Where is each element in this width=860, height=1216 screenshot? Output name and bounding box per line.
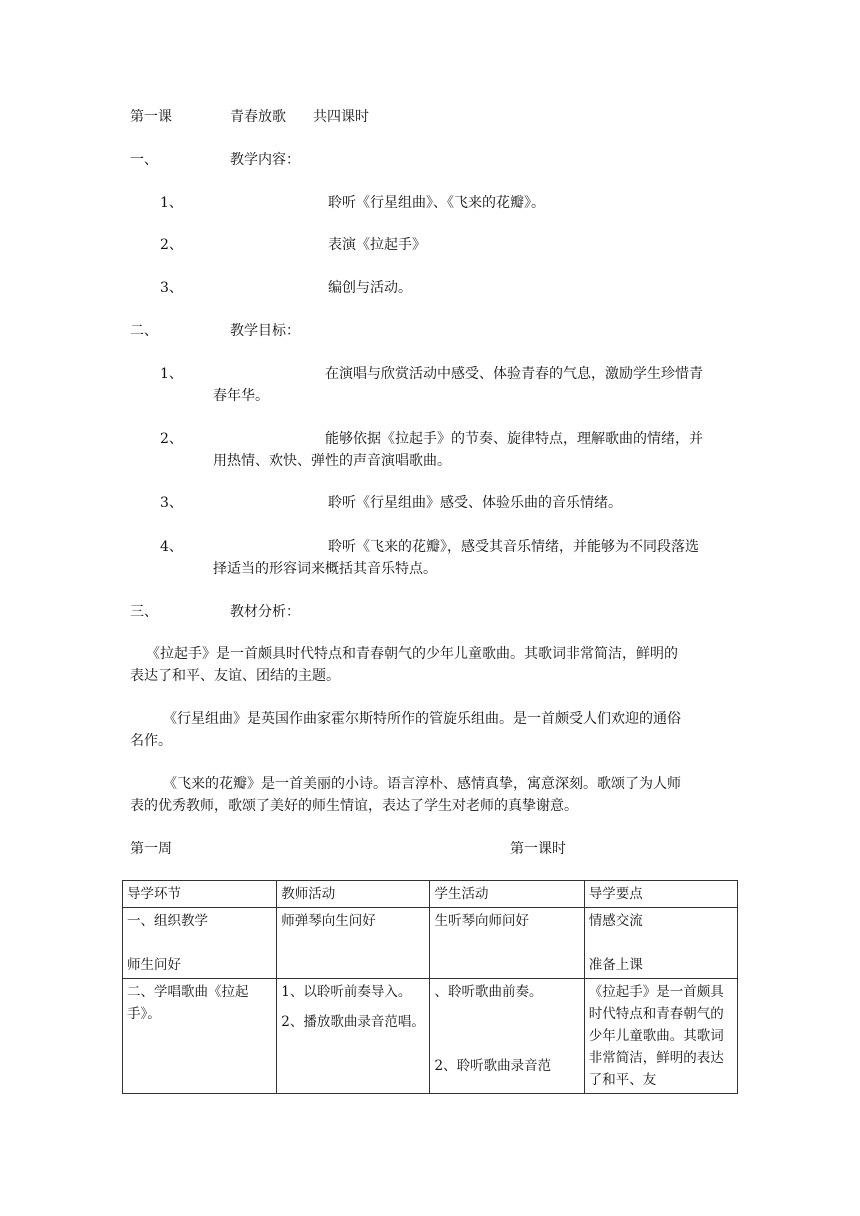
table-cell: 二、学唱歌曲《拉起手》。: [123, 979, 277, 1094]
section1-item-number: 2、: [160, 237, 183, 253]
section1-item-text: 编创与活动。: [328, 280, 412, 296]
cell-text: 情感交流: [588, 913, 643, 929]
section2-item-number: 4、: [160, 539, 183, 555]
lesson-number: 第一课: [130, 109, 172, 125]
section2-item-number: 1、: [160, 366, 183, 382]
section1-number: 一、: [130, 152, 158, 168]
table-cell: [123, 908, 277, 979]
section2-item-number: 3、: [160, 495, 183, 511]
table-header-cell: 导学环节: [123, 881, 277, 908]
table-cell: [584, 908, 737, 979]
section2-item-line: 在演唱与欣赏活动中感受、体验青春的气息，激励学生珍惜青: [325, 366, 703, 382]
table-header-cell: 教师活动: [277, 881, 430, 908]
section2-heading: 教学目标：: [230, 323, 300, 339]
analysis-paragraph-line: 表的优秀教师，歌颂了美好的师生情谊，表达了学生对老师的真挚谢意。: [130, 798, 578, 814]
period-label: 第一课时: [510, 841, 566, 857]
lesson-title: 青春放歌: [230, 109, 286, 125]
analysis-paragraph-line: 《拉起手》是一首颇具时代特点和青春朝气的少年儿童歌曲。其歌词非常简洁，鲜明的: [146, 646, 678, 662]
lesson-hours: 共四课时: [313, 109, 369, 125]
section2-item-line: 能够依据《拉起手》的节奏、旋律特点，理解歌曲的情绪，并: [325, 431, 703, 447]
section2-item-line: 用热情、欢快、弹性的声音演唱歌曲。: [213, 453, 451, 469]
section2-item-line: 聆听《行星组曲》感受、体验乐曲的音乐情绪。: [328, 495, 622, 511]
analysis-paragraph-line: 名作。: [130, 733, 172, 749]
table-row: [123, 908, 738, 979]
cell-text: 2、播放歌曲录音范唱。: [281, 1014, 425, 1030]
cell-text: 准备上课: [588, 957, 643, 973]
section3-heading: 教材分析：: [230, 604, 300, 620]
section3-number: 三、: [130, 604, 158, 620]
section2-item-number: 2、: [160, 431, 183, 447]
table-header-cell: 导学要点: [584, 881, 737, 908]
table-cell: 师弹琴向生问好: [277, 908, 430, 979]
table-row: [123, 979, 738, 1094]
cell-text: 一、组织教学: [127, 913, 208, 929]
table-cell: 《拉起手》是一首颇具时代特点和青春朝气的少年儿童歌曲。其歌词非常简洁，鲜明的表达了和平、友: [584, 979, 737, 1094]
cell-text: 、聆听歌曲前奏。: [434, 984, 543, 1000]
lesson-plan-table: [122, 880, 738, 1094]
section2-item-line: 择适当的形容词来概括其音乐特点。: [213, 561, 437, 577]
table-cell: [430, 979, 584, 1094]
section1-heading: 教学内容：: [230, 152, 300, 168]
section1-item-text: 聆听《行星组曲》、《飞来的花瓣》。: [328, 195, 545, 211]
section2-item-line: 聆听《飞来的花瓣》，感受其音乐情绪，并能够为不同段落选: [328, 539, 699, 555]
cell-text: 1、以聆听前奏导入。: [281, 984, 412, 1000]
section2-number: 二、: [130, 323, 158, 339]
table-cell: [277, 979, 430, 1094]
table-header-row: [123, 881, 738, 908]
section1-item-text: 表演《拉起手》: [328, 237, 426, 253]
analysis-paragraph-line: 《行星组曲》是英国作曲家霍尔斯特所作的管旋乐组曲。是一首颇受人们欢迎的通俗: [163, 711, 681, 727]
table-cell: 生听琴向师问好: [430, 908, 584, 979]
section2-item-line: 春年华。: [213, 388, 269, 404]
cell-text: 师生问好: [127, 957, 181, 973]
section1-item-number: 3、: [160, 280, 183, 296]
analysis-paragraph-line: 《飞来的花瓣》是一首美丽的小诗。语言淳朴、感情真挚，寓意深刻。歌颂了为人师: [163, 776, 681, 792]
section1-item-number: 1、: [160, 195, 183, 211]
table-header-cell: 学生活动: [430, 881, 584, 908]
week-label: 第一周: [130, 841, 172, 857]
analysis-paragraph-line: 表达了和平、友谊、团结的主题。: [130, 668, 340, 684]
cell-text: 2、聆听歌曲录音范: [434, 1058, 552, 1074]
